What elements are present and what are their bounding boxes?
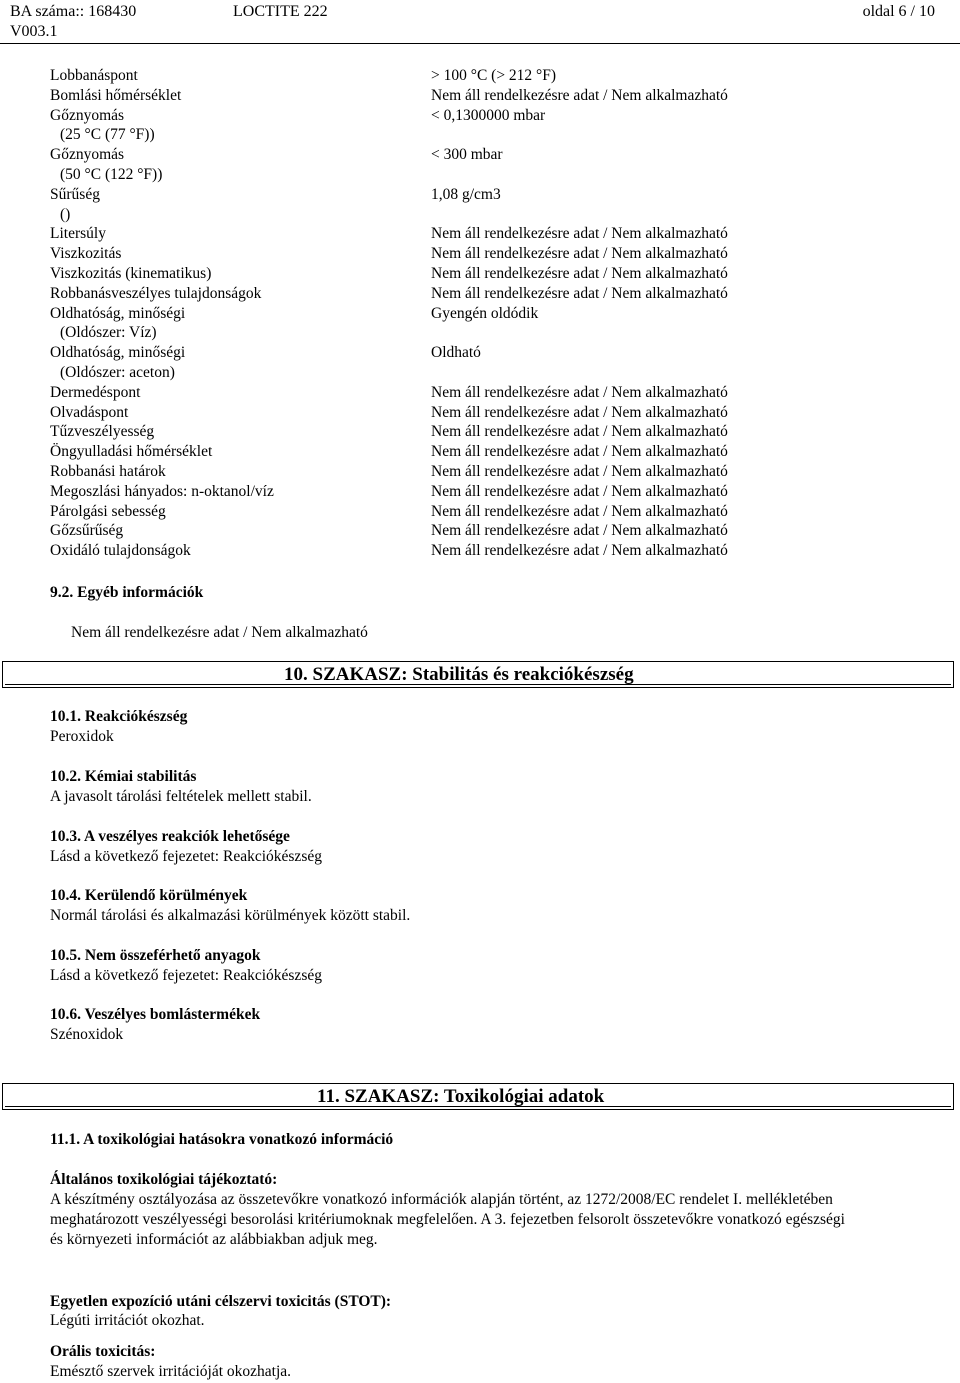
header-doc-info xyxy=(10,2,136,42)
property-value: Nem áll rendelkezésre adat / Nem alkalmazható xyxy=(431,245,728,263)
oral-tox-title: Orális toxicitás: xyxy=(50,1343,156,1360)
property-label: (Oldószer: Víz) xyxy=(60,324,157,342)
property-row xyxy=(50,403,930,423)
property-label: Párolgási sebesség xyxy=(50,502,166,520)
property-label: Sűrűség xyxy=(50,185,100,203)
section-10-item xyxy=(50,767,940,807)
property-row xyxy=(50,323,930,343)
item-text: Normál tárolási és alkalmazási körülmények között stabil. xyxy=(50,907,411,924)
item-title: 10.6. Veszélyes bomlástermékek xyxy=(50,1006,261,1023)
property-value: Nem áll rendelkezésre adat / Nem alkalmazható xyxy=(431,284,728,302)
property-label: Öngyulladási hőmérséklet xyxy=(50,443,213,461)
property-row xyxy=(50,422,930,442)
properties-table xyxy=(50,66,930,561)
item-text: Lásd a következő fejezetet: Reakciókészség xyxy=(50,848,322,865)
property-row xyxy=(50,541,930,561)
item-text: Szénoxidok xyxy=(50,1026,124,1043)
section-11-banner xyxy=(2,1083,954,1110)
property-value: Oldható xyxy=(431,344,481,362)
property-value: < 0,1300000 mbar xyxy=(431,106,546,124)
property-label: (50 °C (122 °F)) xyxy=(60,165,163,183)
section-9-2-title: 9.2. Egyéb információk xyxy=(50,584,204,601)
property-label: Megoszlási hányados: n-oktanol/víz xyxy=(50,482,274,500)
property-value: Nem áll rendelkezésre adat / Nem alkalmazható xyxy=(431,403,728,421)
property-label: Olvadáspont xyxy=(50,403,129,421)
property-row xyxy=(50,205,930,225)
section-10-item xyxy=(50,946,940,986)
item-title: 10.4. Kerülendő körülmények xyxy=(50,887,248,904)
property-row xyxy=(50,442,930,462)
property-row xyxy=(50,383,930,403)
property-value: > 100 °C (> 212 °F) xyxy=(431,67,557,84)
property-value: Nem áll rendelkezésre adat / Nem alkalmazható xyxy=(431,542,728,560)
property-label: Dermedéspont xyxy=(50,383,141,401)
property-label: Gőzsűrűség xyxy=(50,522,124,540)
property-value: Nem áll rendelkezésre adat / Nem alkalmazható xyxy=(431,86,728,104)
property-label: Litersúly xyxy=(50,225,106,243)
item-title: 10.2. Kémiai stabilitás xyxy=(50,768,197,785)
property-row xyxy=(50,86,930,106)
section-10-item xyxy=(50,827,940,867)
section-11-1-title: 11.1. A toxikológiai hatásokra vonatkozó információ xyxy=(50,1131,394,1148)
property-label: (Oldószer: aceton) xyxy=(60,363,175,381)
property-label: Oldhatóság, minőségi xyxy=(50,344,186,362)
property-label: Bomlási hőmérséklet xyxy=(50,86,182,104)
property-row xyxy=(50,224,930,244)
property-row xyxy=(50,521,930,541)
property-row xyxy=(50,462,930,482)
property-label: Robbanásveszélyes tulajdonságok xyxy=(50,284,262,302)
general-tox-text xyxy=(50,1190,945,1250)
item-text: A javasolt tárolási feltételek mellett stabil. xyxy=(50,788,312,805)
section-10-banner xyxy=(2,661,954,688)
property-row xyxy=(50,284,930,304)
property-row xyxy=(50,106,930,126)
property-value: Nem áll rendelkezésre adat / Nem alkalmazható xyxy=(431,502,728,520)
property-label: Gőznyomás xyxy=(50,106,125,124)
stot-text: Légúti irritációt okozhat. xyxy=(50,1312,205,1329)
stot-title: Egyetlen expozíció utáni célszervi toxicitás (STOT): xyxy=(50,1293,392,1310)
section-9-2-text: Nem áll rendelkezésre adat / Nem alkalmazható xyxy=(71,624,368,641)
general-tox-line: és környezeti információt az alábbiakban adjuk meg. xyxy=(50,1231,378,1248)
item-title: 10.5. Nem összeférhető anyagok xyxy=(50,947,261,964)
property-row xyxy=(50,304,930,324)
property-label: Lobbanáspont xyxy=(50,67,138,84)
property-value: 1,08 g/cm3 xyxy=(431,185,501,203)
property-row xyxy=(50,363,930,383)
property-value: Nem áll rendelkezésre adat / Nem alkalmazható xyxy=(431,482,728,500)
property-label: Gőznyomás xyxy=(50,146,125,164)
doc-id: BA száma:: 168430 xyxy=(10,3,137,20)
general-tox-line: A készítmény osztályozása az összetevőkre vonatkozó információk alapján történt, az 1272/2008/EC rendelet I. mellékletében xyxy=(50,1191,833,1208)
item-text: Peroxidok xyxy=(50,728,114,745)
property-row xyxy=(50,165,930,185)
property-value: Nem áll rendelkezésre adat / Nem alkalmazható xyxy=(431,383,728,401)
section-10-item xyxy=(50,707,940,747)
property-value: Nem áll rendelkezésre adat / Nem alkalmazható xyxy=(431,522,728,540)
property-label: Viszkozitás xyxy=(50,245,122,263)
item-title: 10.1. Reakciókészség xyxy=(50,708,188,725)
property-value: < 300 mbar xyxy=(431,146,503,164)
page-header xyxy=(0,0,960,46)
section-10-item xyxy=(50,886,940,926)
item-title: 10.3. A veszélyes reakciók lehetősége xyxy=(50,828,290,845)
property-value: Nem áll rendelkezésre adat / Nem alkalmazható xyxy=(431,462,728,480)
general-tox-title: Általános toxikológiai tájékoztató: xyxy=(50,1171,278,1188)
header-divider xyxy=(0,43,960,44)
property-label: Viszkozitás (kinematikus) xyxy=(50,264,212,282)
property-row xyxy=(50,502,930,522)
property-row xyxy=(50,244,930,264)
item-text: Lásd a következő fejezetet: Reakciókészség xyxy=(50,967,322,984)
property-row xyxy=(50,482,930,502)
section-11-heading: 11. SZAKASZ: Toxikológiai adatok xyxy=(317,1086,605,1107)
property-value: Nem áll rendelkezésre adat / Nem alkalmazható xyxy=(431,264,728,282)
property-value: Nem áll rendelkezésre adat / Nem alkalmazható xyxy=(431,423,728,441)
property-label: () xyxy=(60,205,71,223)
property-label: (25 °C (77 °F)) xyxy=(60,126,155,144)
general-tox-line: meghatározott veszélyességi besorolási kritériumoknak megfelelően. A 3. fejezetben felsorolt összetevőkre vonatkozó egészségi xyxy=(50,1211,845,1228)
section-10-heading: 10. SZAKASZ: Stabilitás és reakciókészség xyxy=(284,664,634,685)
doc-version: V003.1 xyxy=(10,23,58,40)
oral-tox-text: Emésztő szervek irritációját okozhatja. xyxy=(50,1363,292,1380)
property-row xyxy=(50,145,930,165)
property-value: Nem áll rendelkezésre adat / Nem alkalmazható xyxy=(431,225,728,243)
section-10-item xyxy=(50,1005,940,1045)
property-row xyxy=(50,343,930,363)
property-row xyxy=(50,125,930,145)
property-row xyxy=(50,264,930,284)
property-label: Robbanási határok xyxy=(50,462,166,480)
property-row xyxy=(50,66,930,86)
property-value: Nem áll rendelkezésre adat / Nem alkalmazható xyxy=(431,443,728,461)
property-label: Tűzveszélyesség xyxy=(50,423,155,441)
property-value: Gyengén oldódik xyxy=(431,304,539,322)
product-name: LOCTITE 222 xyxy=(233,3,328,20)
property-row xyxy=(50,185,930,205)
page-number: oldal 6 / 10 xyxy=(862,3,935,20)
property-label: Oldhatóság, minőségi xyxy=(50,304,186,322)
property-label: Oxidáló tulajdonságok xyxy=(50,542,191,560)
